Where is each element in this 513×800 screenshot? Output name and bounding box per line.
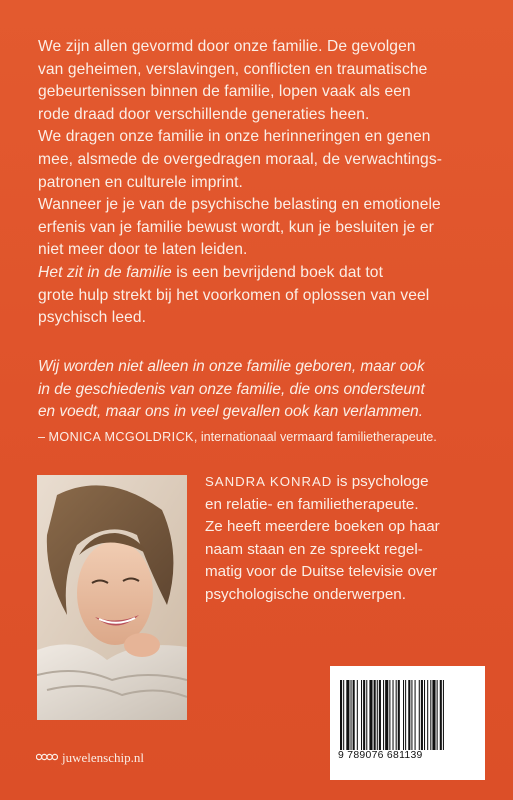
barcode-bar: [396, 680, 397, 750]
barcode-bar: [353, 680, 355, 750]
quote-attribution: [38, 428, 508, 446]
barcode-bar: [421, 680, 423, 750]
barcode-bar: [411, 680, 412, 750]
quote-author: MONICA MCGOLDRICK: [48, 430, 194, 444]
barcode-bar: [363, 680, 365, 750]
barcode-bar: [405, 680, 406, 750]
barcode-bar: [408, 680, 410, 750]
bio-line: Ze heeft meerdere boeken op haar: [205, 518, 440, 536]
ship-logo-icon: [36, 750, 58, 766]
barcode-bar: [393, 680, 394, 750]
barcode-bar: [343, 680, 344, 750]
bio-line: en relatie- en familietherapeute.: [205, 495, 419, 513]
bio-line: matig voor de Duitse televisie over: [205, 563, 438, 581]
barcode-bar: [374, 680, 376, 750]
barcode-bar: [430, 680, 431, 750]
barcode-bar: [440, 680, 442, 750]
bio-line: naam staan en ze spreekt regel-: [205, 540, 423, 558]
publisher: [36, 750, 144, 766]
book-title: Het zit in de familie: [38, 263, 172, 281]
barcode-bar: [357, 680, 358, 750]
blurb-line: We dragen onze familie in onze herinneringen en genen: [38, 128, 431, 146]
quote: [38, 356, 488, 424]
bio-line: [205, 471, 505, 494]
barcode-bar: [346, 680, 349, 750]
blurb-line: niet meer door te laten leiden.: [38, 241, 248, 259]
blurb-line: mee, alsmede de overgedragen moraal, de verwachtings-: [38, 150, 443, 168]
barcode-bar: [403, 680, 404, 750]
blurb-line: patronen en culturele imprint.: [38, 173, 243, 191]
barcode-bar: [340, 680, 342, 750]
author-name: SANDRA KONRAD: [205, 474, 333, 489]
barcode-bar: [361, 680, 362, 750]
barcode-bar: [383, 680, 384, 750]
barcode-bar: [398, 680, 400, 750]
blurb-text: is een bevrijdend boek dat tot: [171, 263, 383, 281]
blurb-line: [38, 262, 478, 285]
barcode-bar: [427, 680, 428, 750]
author-photo: [37, 475, 187, 720]
barcode-bar: [424, 680, 425, 750]
barcode-bar: [443, 680, 444, 750]
barcode-bar: [419, 680, 420, 750]
barcode-bar: [437, 680, 438, 750]
barcode-bar: [389, 680, 390, 750]
barcode-bar: [369, 680, 372, 750]
blurb-line: gebeurtenissen binnen de familie, lopen vaak als een: [38, 83, 411, 101]
publisher-url: juwelenschip.nl: [62, 750, 144, 765]
blurb-line: We zijn allen gevormd door onze familie. De gevolgen: [38, 38, 416, 55]
attribution-dash: –: [38, 430, 49, 444]
barcode-bar: [415, 680, 416, 750]
blurb: [38, 36, 478, 330]
quote-line: en voedt, maar ons in veel gevallen ook kan verlammen.: [38, 403, 423, 420]
barcode-bar: [351, 680, 352, 750]
author-bio: [205, 471, 505, 607]
isbn-number: 9 789076 681139: [338, 750, 478, 761]
blurb-line: Wanneer je je van de psychische belasting en emotionele: [38, 196, 441, 214]
isbn-barcode: [330, 666, 485, 780]
quote-author-description: , internationaal vermaard familietherapeute.: [193, 430, 437, 444]
blurb-line: erfenis van je familie bewust wordt, kun je besluiten je er: [38, 218, 434, 236]
barcode-bar: [385, 680, 388, 750]
blurb-line: van geheimen, verslavingen, conflicten en traumatische: [38, 60, 428, 78]
blurb-line: rode draad door verschillende generaties heen.: [38, 105, 370, 123]
quote-line: Wij worden niet alleen in onze familie geboren, maar ook: [38, 358, 425, 375]
barcode-bar: [379, 680, 381, 750]
blurb-line: grote hulp strekt bij het voorkomen of oplossen van veel: [38, 286, 430, 304]
quote-line: in de geschiedenis van onze familie, die ons ondersteunt: [38, 380, 425, 398]
bio-text: is psychologe: [332, 473, 429, 490]
barcode-bar: [377, 680, 378, 750]
barcode-bar: [366, 680, 367, 750]
barcode-bar: [432, 680, 435, 750]
blurb-line: psychisch leed.: [38, 309, 147, 327]
bio-line: psychologische onderwerpen.: [205, 585, 406, 603]
